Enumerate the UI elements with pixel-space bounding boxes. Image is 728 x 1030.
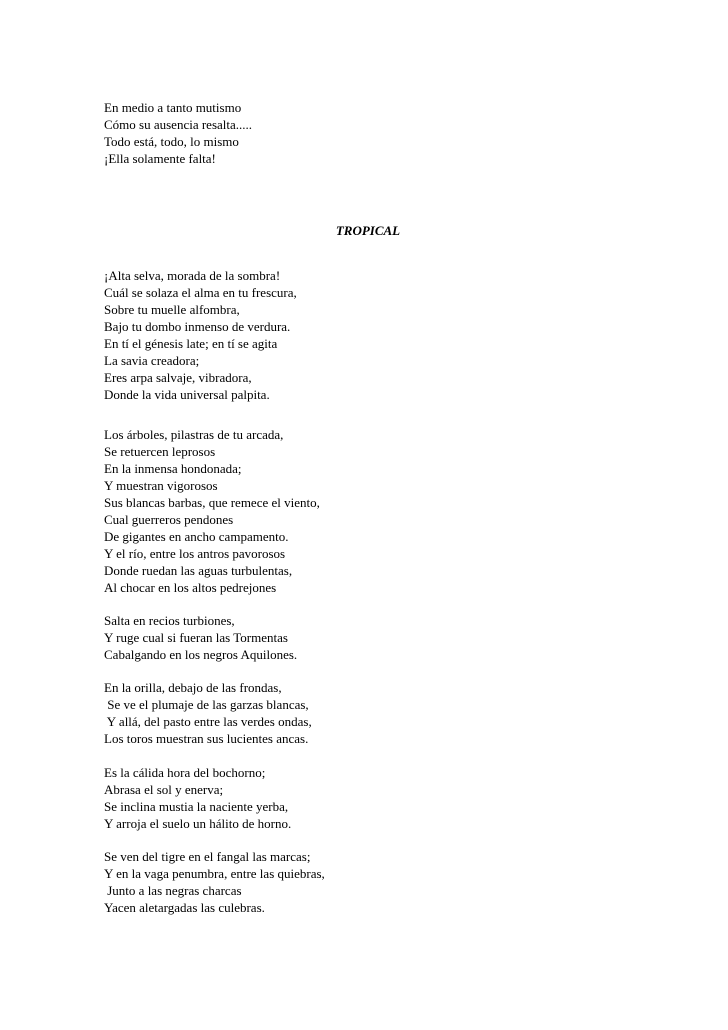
verse-line: Donde la vida universal palpita. <box>104 387 270 402</box>
verse-line: Los toros muestran sus lucientes ancas. <box>104 731 309 746</box>
verse-line: Es la cálida hora del bochorno; <box>104 765 266 780</box>
verse-line: De gigantes en ancho campamento. <box>104 529 289 544</box>
verse-line: Salta en recios turbiones, <box>104 613 235 628</box>
verse-line: En la inmensa hondonada; <box>104 461 242 476</box>
verse-line: Y ruge cual si fueran las Tormentas <box>104 630 288 645</box>
stanza-2 <box>104 426 320 596</box>
stanza-3 <box>104 612 297 663</box>
stanza-4 <box>104 679 312 747</box>
verse-line: Y el río, entre los antros pavorosos <box>104 546 286 561</box>
verse-line: Se inclina mustia la naciente yerba, <box>104 799 289 814</box>
verse-line: Se ven del tigre en el fangal las marcas; <box>104 849 311 864</box>
verse-line: Al chocar en los altos pedrejones <box>104 580 277 595</box>
verse-line: Cómo su ausencia resalta..... <box>104 117 253 132</box>
verse-line: Cabalgando en los negros Aquilones. <box>104 647 298 662</box>
verse-line: Yacen aletargadas las culebras. <box>104 900 265 915</box>
poem-title: TROPICAL <box>335 223 401 238</box>
verse-line: Bajo tu dombo inmenso de verdura. <box>104 319 291 334</box>
verse-line: En la orilla, debajo de las frondas, <box>104 680 282 695</box>
verse-line: ¡Ella solamente falta! <box>104 151 216 166</box>
verse-line: Y allá, del pasto entre las verdes ondas, <box>104 714 312 729</box>
verse-line: Todo está, todo, lo mismo <box>104 134 239 149</box>
verse-line: Eres arpa salvaje, vibradora, <box>104 370 252 385</box>
verse-line: Abrasa el sol y enerva; <box>104 782 224 797</box>
stanza-6 <box>104 848 325 916</box>
intro-stanza <box>104 99 252 167</box>
verse-line: Sobre tu muelle alfombra, <box>104 302 240 317</box>
verse-line: Se ve el plumaje de las garzas blancas, <box>104 697 309 712</box>
stanza-1 <box>104 267 297 403</box>
verse-line: Cuál se solaza el alma en tu frescura, <box>104 285 297 300</box>
verse-line: Y arroja el suelo un hálito de horno. <box>104 816 292 831</box>
verse-line: Sus blancas barbas, que remece el viento, <box>104 495 320 510</box>
verse-line: Junto a las negras charcas <box>104 883 242 898</box>
verse-line: Y en la vaga penumbra, entre las quiebras, <box>104 866 325 881</box>
verse-line: La savia creadora; <box>104 353 200 368</box>
verse-line: Cual guerreros pendones <box>104 512 234 527</box>
verse-line: ¡Alta selva, morada de la sombra! <box>104 268 281 283</box>
verse-line: Donde ruedan las aguas turbulentas, <box>104 563 293 578</box>
stanza-5 <box>104 764 291 832</box>
verse-line: Se retuercen leprosos <box>104 444 216 459</box>
verse-line: Los árboles, pilastras de tu arcada, <box>104 427 284 442</box>
verse-line: En medio a tanto mutismo <box>104 100 242 115</box>
verse-line: Y muestran vigorosos <box>104 478 218 493</box>
verse-line: En tí el génesis late; en tí se agita <box>104 336 278 351</box>
